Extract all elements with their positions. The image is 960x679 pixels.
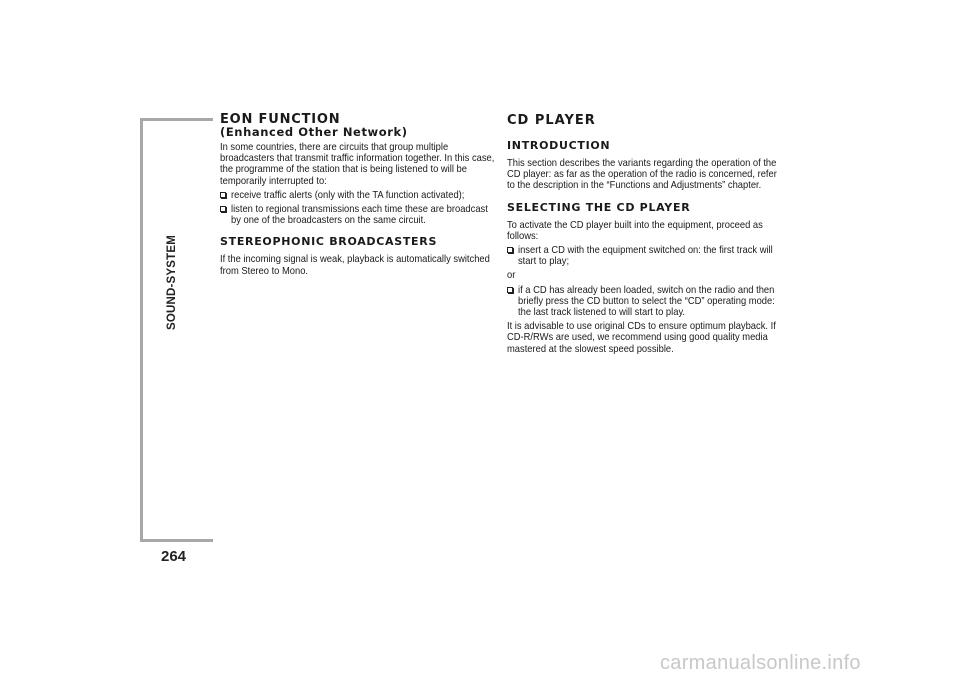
loaded-cd-bullet-text: if a CD has already been loaded, switch on the radio and then briefly press the CD button to select the “CD” operating mode: the last track listened to will start to play. — [518, 284, 775, 319]
or-separator: or — [507, 270, 516, 282]
left-column — [220, 114, 496, 277]
selecting-intro-paragraph: To activate the CD player built into the equipment, proceed as follows: — [507, 219, 763, 242]
checkbox-bullet-icon — [507, 287, 513, 293]
eon-function-heading: EON FUNCTION — [220, 112, 341, 127]
eon-bullet-traffic — [220, 190, 496, 201]
checkbox-bullet-icon — [220, 206, 226, 212]
eon-bullet-regional — [220, 204, 496, 226]
introduction-paragraph: This section describes the variants regarding the operation of the CD player: as far as the operation of the radio is concerned, refer to the description in the “Functions and Adjustments” chapter. — [507, 158, 777, 192]
eon-bullet-text: receive traffic alerts (only with the TA function activated); — [231, 189, 465, 201]
original-cds-advice-paragraph: It is advisable to use original CDs to ensure optimum playback. If CD-R/RWs are used, we recommend using good quality media mastered at the slowest speed possible. — [507, 321, 776, 355]
loaded-cd-bullet — [507, 285, 783, 319]
checkbox-bullet-icon — [220, 192, 226, 198]
checkbox-bullet-icon — [507, 247, 513, 253]
cd-player-chapter-title: CD PLAYER — [507, 113, 596, 128]
stereophonic-heading: STEREOPHONIC BROADCASTERS — [220, 235, 438, 249]
side-tab-frame — [140, 118, 213, 542]
insert-cd-bullet — [507, 245, 783, 267]
eon-bullet-text: listen to regional transmissions each time these are broadcast by one of the broadcasters on the same circuit. — [231, 204, 488, 227]
page-number: 264 — [161, 548, 187, 565]
watermark: carmanualsonline.info — [660, 652, 861, 674]
right-column — [507, 114, 783, 355]
introduction-heading: INTRODUCTION — [507, 139, 611, 152]
insert-cd-bullet-text: insert a CD with the equipment switched on: the first track will start to play; — [518, 245, 773, 268]
eon-intro-paragraph: In some countries, there are circuits that group multiple broadcasters that transmit traffic information together. In this case, the programme of the station that is being listened to will be temporarily interrupted to: — [220, 142, 495, 187]
side-tab-label: SOUND-SYSTEM — [166, 234, 178, 330]
selecting-cd-player-heading: SELECTING THE CD PLAYER — [507, 200, 691, 214]
stereophonic-paragraph: If the incoming signal is weak, playback is automatically switched from Stereo to Mono. — [220, 254, 490, 277]
eon-function-subheading: (Enhanced Other Network) — [220, 125, 408, 139]
